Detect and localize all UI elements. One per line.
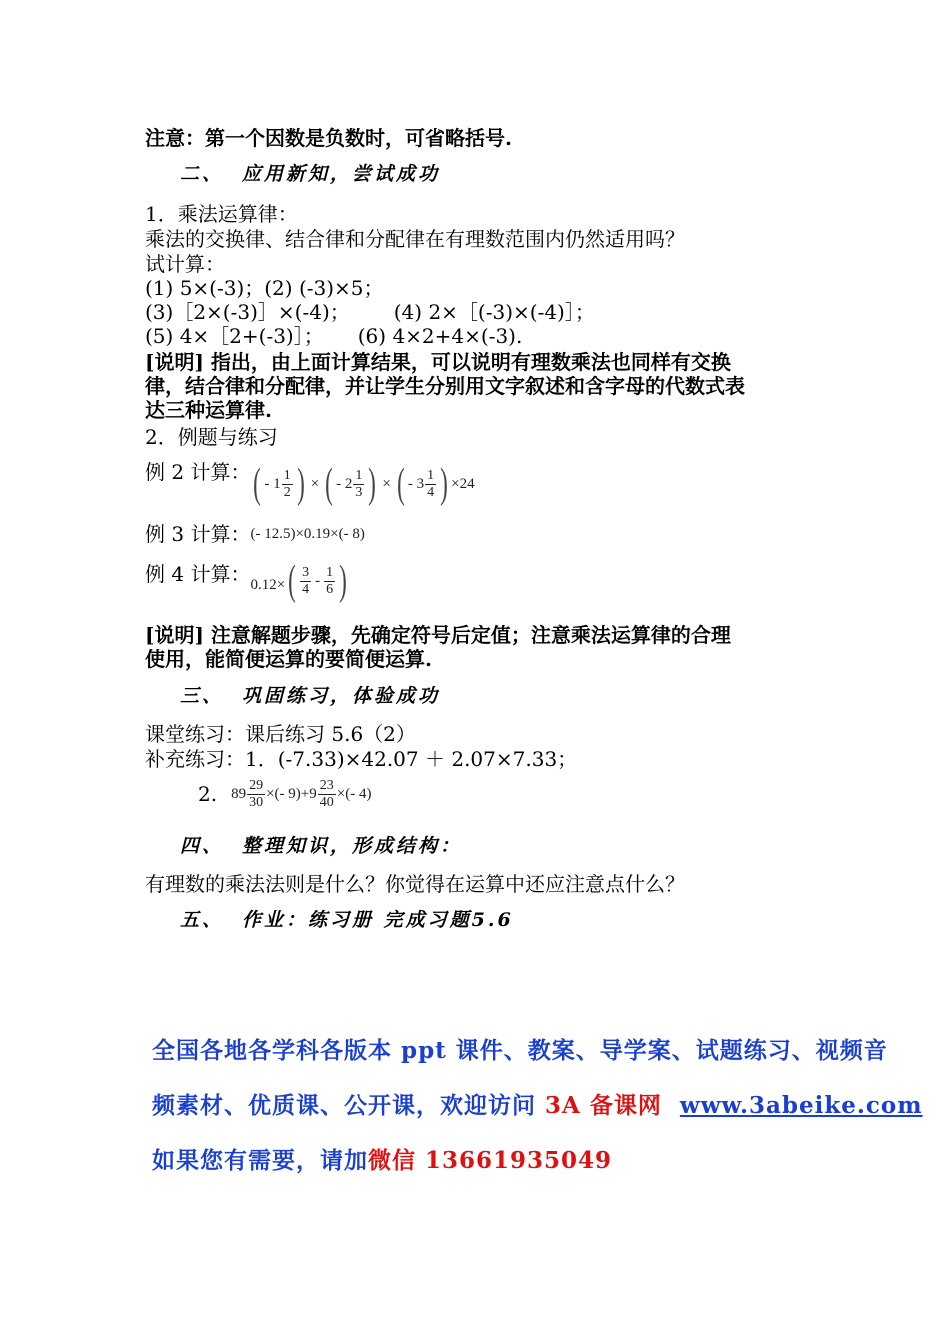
example-4	[145, 558, 350, 610]
section-3-heading	[180, 684, 440, 708]
ad-line-3-text: 如果您有需要，请加	[152, 1147, 368, 1174]
ad-brand: 3A 备课网	[545, 1092, 662, 1119]
section-2-heading	[180, 162, 440, 186]
ex2-term-3-fraction: $\frac{1}{4}$	[427, 467, 435, 500]
example-2-expression	[250, 463, 474, 505]
example-3	[145, 522, 365, 546]
ex4-lead: 0.12×	[250, 577, 286, 593]
example-2-label: 例 2 计算：	[145, 460, 251, 484]
ex2-tail: ×24	[451, 476, 475, 492]
ex2-term-1: ( - 1 $\frac{1}{2}$ )	[253, 461, 305, 507]
supp-2-mid-1: ×(- 9)+9	[266, 786, 317, 802]
example-4-label: 例 4 计算：	[145, 562, 251, 586]
ad-line-1: 全国各地各学科各版本 ppt 课件、教案、导学案、试题练习、视频音	[152, 1037, 888, 1064]
ex2-term-2: ( - 2 $\frac{1}{3}$ )	[325, 461, 377, 507]
supp-2-whole-1: 89	[231, 786, 247, 802]
ad-website-link[interactable]: www.3abeike.com	[679, 1092, 923, 1119]
ex2-term-1-sign: -	[264, 476, 270, 492]
explain-2-line-1: [说明] 注意解题步骤，先确定符号后定值；注意乘法运算律的合理	[145, 623, 731, 647]
calc-5: (5) 4×［2+(-3)］；	[145, 324, 324, 348]
calc-4: (4) 2×［(-3)×(-4)］；	[393, 300, 595, 324]
example-4-expression	[250, 560, 350, 602]
section-3-number: 三、	[180, 685, 225, 707]
section-4-number: 四、	[180, 835, 225, 857]
calc-6: (6) 4×2+4×(-3).	[357, 324, 523, 348]
ex4-fraction-2: $\frac{1}{6}$	[326, 564, 334, 597]
class-practice: 课堂练习：课后练习 5.6（2）	[145, 722, 416, 746]
explain-1-line-2: 律，结合律和分配律，并让学生分别用文字叙述和含字母的代数式表	[145, 374, 745, 398]
ex2-term-3: ( - 3 $\frac{1}{4}$ )	[397, 461, 448, 507]
calc-line-3	[145, 324, 522, 348]
ex2-times-2: ×	[382, 476, 391, 492]
try-calc-label: 试计算：	[145, 252, 225, 276]
ex2-term-2-fraction: $\frac{1}{3}$	[355, 467, 363, 500]
section-3-title: 巩固练习，体验成功	[242, 685, 441, 707]
explain-1-line-3: 达三种运算律.	[145, 398, 272, 422]
section-2-number: 二、	[180, 163, 225, 185]
law-heading: 1．乘法运算律：	[145, 202, 298, 226]
explain-1-line-1: [说明] 指出，由上面计算结果，可以说明有理数乘法也同样有交换	[145, 350, 731, 374]
ex2-term-1-fraction: $\frac{1}{2}$	[283, 467, 291, 500]
supp-2-label: 2.	[198, 782, 218, 806]
supplementary-practice: 补充练习：1．(-7.33)×42.07 ＋ 2.07×7.33；	[145, 747, 578, 771]
section-4-title: 整理知识，形成结构：	[242, 835, 463, 857]
supp-2-fraction-2: $\frac{23}{40}$	[319, 777, 334, 810]
ex2-term-2-whole: 2	[344, 476, 353, 492]
section-4-heading	[180, 834, 462, 858]
ad-wechat: 微信 13661935049	[368, 1147, 613, 1174]
ex2-term-3-whole: 3	[416, 476, 425, 492]
calc-3: (3)［2×(-3)］×(-4)；	[145, 300, 350, 324]
ex4-fraction-1: $\frac{3}{4}$	[302, 564, 310, 597]
supp-2-fraction-1: $\frac{29}{30}$	[249, 777, 264, 810]
ex4-minus: -	[315, 573, 321, 589]
note-line: 注意：第一个因数是负数时，可省略括号.	[145, 126, 512, 150]
section-5-heading	[180, 908, 514, 932]
example-3-label: 例 3 计算：	[145, 522, 251, 546]
ad-line-2-text: 频素材、优质课、公开课，欢迎访问	[152, 1092, 546, 1119]
ex4-paren: ( $\frac{3}{4}$ - $\frac{1}{6}$ )	[288, 558, 348, 604]
supplementary-2	[198, 774, 371, 814]
section-5-number: 五、	[180, 909, 225, 931]
calc-line-1: (1) 5×(-3)；(2) (-3)×5；	[145, 276, 384, 300]
examples-heading: 2．例题与练习	[145, 425, 278, 449]
ex2-times-1: ×	[310, 476, 320, 492]
supp-2-expression	[231, 778, 371, 811]
ex2-term-3-sign: -	[407, 476, 413, 492]
ad-line-2	[152, 1087, 923, 1120]
law-question: 乘法的交换律、结合律和分配律在有理数范围内仍然适用吗？	[145, 227, 685, 251]
summary-question: 有理数的乘法法则是什么？你觉得在运算中还应注意点什么？	[145, 872, 685, 896]
example-2	[145, 456, 475, 512]
example-3-expression: (- 12.5)×0.19×(- 8)	[250, 526, 365, 542]
ad-line-3	[152, 1142, 612, 1175]
explain-2-line-2: 使用，能简便运算的要简便运算.	[145, 647, 432, 671]
section-5-title: 作业：练习册 完成习题5.6	[242, 909, 514, 931]
section-2-title: 应用新知，尝试成功	[242, 163, 441, 185]
ex2-term-2-sign: -	[336, 476, 342, 492]
calc-line-2	[145, 300, 595, 324]
supp-2-mid-2: ×(- 4)	[336, 786, 372, 802]
ex2-term-1-whole: 1	[273, 476, 281, 492]
